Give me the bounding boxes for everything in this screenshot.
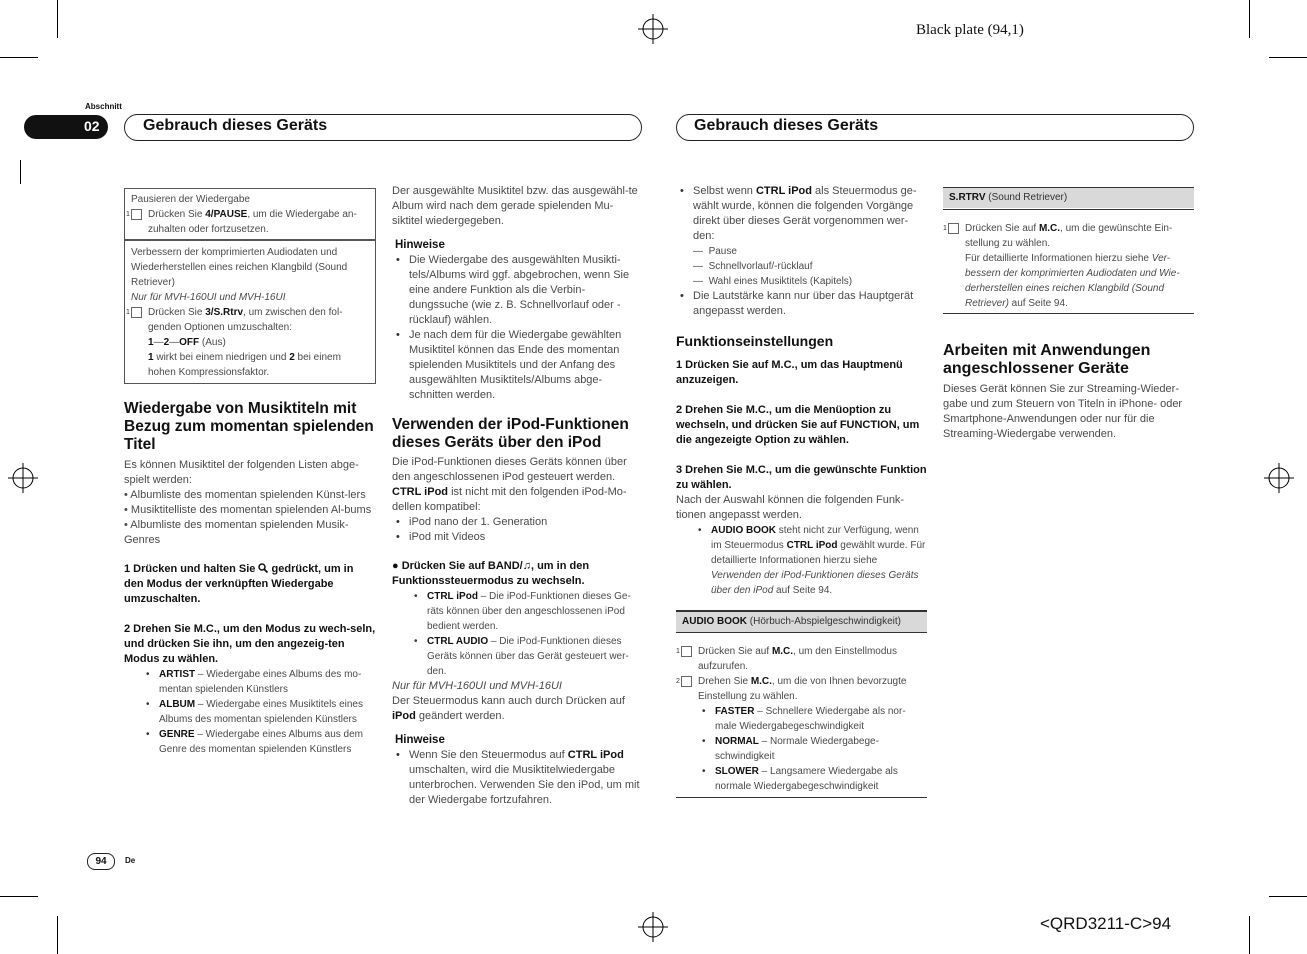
document-code: <QRD3211-C>94 [1040,914,1172,933]
audiobook-step: 1 Drücken Sie auf M.C., um den Einstellmodus aufzurufen. [676,646,897,672]
registration-mark-icon [638,912,668,942]
step-number-icon: 1 [131,209,142,220]
srtrv-step: 1 Drücken Sie auf M.C., um die gewünschte Ein-stellung zu wählen. [943,223,1173,249]
sr-step: 1 Drücken Sie 3/S.Rtrv, um zwischen den fol-genden Optionen umzuschalten: [126,307,343,333]
ipod-model-item: • iPod nano der 1. Generation [409,515,642,530]
crop-mark [57,916,58,954]
rule-audiobook-bottom [676,797,927,798]
srtrv-steps [943,221,1192,311]
ctrl-mode-item: • CTRL AUDIO – Die iPod-Funktionen dieses Geräts können über das Gerät gesteuert wer-den. [427,634,642,679]
search-icon [258,563,268,573]
ipod-model-item: • iPod mit Videos [409,530,642,545]
sr-options: 1—2—OFF (Aus) [148,337,226,348]
ctrl-mode-item: • CTRL iPod – Die iPod-Funktionen dieses Ge-räts können über den angeschlossenen iPod bedient werden. [427,589,642,634]
header-title-right: Gebrauch dieses Geräts [694,117,879,134]
crop-mark [1249,0,1250,38]
hinweise-item: • Je nach dem für die Wiedergabe gewählten Musiktitel können das Ende des momentan spielenden Musiktitels und der Anfang des ausgewählten Musiktitels/Albums abge-schnitten werden. [409,328,642,403]
step-number-icon: 1 [131,307,142,318]
step-number-icon: 1 [681,646,692,657]
fs-step-3: 3 Drehen Sie M.C., um die gewünschte Funktion zu wählen. [676,464,927,491]
hinweise-heading: Hinweise [395,734,445,746]
step-1: 1 Drücken und halten Sie gedrückt, um in den Modus der verknüpften Wiedergabe umzuschalten. [124,563,354,605]
column-2-body [392,184,642,808]
step-number-icon: 1 [948,223,959,234]
direct-ops-item: • Die Lautstärke kann nur über das Hauptgerät angepasst werden. [693,289,928,319]
ctrl-mode-list [410,589,642,679]
speed-item: • FASTER – Schnellere Wiedergabe als nor-male Wiedergabegeschwindigkeit [715,704,925,734]
speed-item: • NORMAL – Normale Wiedergabege-schwindigkeit [715,734,925,764]
srtrv-bar: S.RTRV (Sound Retriever) [943,188,1194,208]
sr-note: Nur für MVH-160UI und MVH-16UI [131,292,286,303]
ipod-model-list [392,515,642,545]
crop-mark [1269,896,1307,897]
hinweise-list [392,253,642,403]
header-title-left: Gebrauch dieses Geräts [143,117,328,134]
direct-ops-list [676,184,928,319]
ipod-paragraph: Die iPod-Funktionen dieses Geräts können über den angeschlossenen iPod gesteuert werden. [392,456,627,483]
speed-list [698,704,925,794]
rule-srtrv-mid [943,209,1194,210]
column-3-body [676,184,928,598]
section-label: Abschnitt [85,102,122,111]
linked-list-item: • Musiktitelliste des momentan spielenden Al-bums [124,504,372,516]
ipod-compat-paragraph: CTRL iPod ist nicht mit den folgenden iPod-Mo-dellen kompatibel: [392,486,627,513]
step-2: 2 Drehen Sie M.C., um den Modus zu wech-seln, und drücken Sie ihn, um den angezeig-ten Modus zu wählen. [124,623,376,665]
registration-mark-icon [8,463,38,493]
crop-mark [1269,57,1307,58]
heading-connected-apps: Arbeiten mit Anwendungen angeschlossener Geräte [943,342,1151,377]
hinweise-list [392,748,642,808]
page-number-badge [87,853,115,870]
audiobook-steps [676,644,925,794]
srtrv-reference: Für detaillierte Informationen hierzu siehe Ver-bessern der komprimierten Audiodaten und Wie-derherstellen eines reichen Klangbild (Sound Retriever) auf Seite 94. [965,253,1180,309]
selected-track-paragraph: Der ausgewählte Musiktitel bzw. das ausgewähl-te Album wird nach dem gerade spielenden Mu-siktitel wiedergegeben. [392,185,638,227]
audiobook-step: 2 Drehen Sie M.C., um die von Ihnen bevorzugte Einstellung zu wählen. [676,676,907,702]
speed-item: • SLOWER – Langsamere Wiedergabe als normale Wiedergabegeschwindigkeit [715,764,925,794]
dash-item: — Wahl eines Musiktitels (Kapitels) [693,276,853,287]
crop-mark [0,896,38,897]
language-label: De [125,856,136,865]
heading-linked-playback: Wiedergabe von Musiktiteln mit Bezug zum momentan spielenden Titel [124,400,374,453]
dash-item: — Schnellvorlauf/-rücklauf [693,261,813,272]
connected-apps-paragraph: Dieses Gerät können Sie zur Streaming-Wieder-gabe und zum Steuern von Titeln in iPhone- oder Smartphone-Anwendungen oder nur für die Streaming-Wiedergabe verwenden. [943,383,1183,440]
crop-mark [57,0,58,38]
heading-ipod-functions: Verwenden der iPod-Funktionen dieses Geräts über den iPod [392,416,629,451]
fs-step-3-text: Nach der Auswahl können die folgenden Funk-tionen angepasst werden. [676,494,905,521]
info-box-sound-retriever-content [126,245,371,380]
info-box-pause-content [126,192,371,237]
linked-intro: Es können Musiktitel der folgenden Listen abge-spielt werden: [124,459,359,486]
linked-list-item: • Albumliste des momentan spielenden Musik-Genres [124,519,349,546]
mode-item: • ALBUM – Wiedergabe eines Musiktitels eines Albums des momentan spielenden Künstlers [159,697,376,727]
mode-list [142,667,376,757]
band-step: ● Drücken Sie auf BAND/♫, um in den Funktionssteuermodus zu wechseln. [392,560,590,587]
rule-audiobook-mid [676,632,927,633]
ipod-button-paragraph: Der Steuermodus kann auch durch Drücken auf iPod geändert werden. [392,695,625,722]
mode-item: • ARTIST – Wiedergabe eines Albums des mo-mentan spielenden Künstlers [159,667,376,697]
hinweise-heading: Hinweise [395,239,445,251]
rule-srtrv-bottom [943,313,1194,314]
fs-step-1: 1 Drücken Sie auf M.C., um das Hauptmenü anzuzeigen. [676,359,903,386]
crop-mark [0,57,38,58]
audiobook-note-list [694,523,928,598]
audiobook-note: • AUDIO BOOK steht nicht zur Verfügung, wenn im Steuermodus CTRL iPod gewählt wurde. Für detaillierte Informationen hierzu siehe Verwenden der iPod-Funktionen dieses Geräts über den iPod auf Seite 94. [711,523,928,598]
page-number: 94 [95,856,107,867]
pause-title: Pausieren der Wiedergabe [131,194,250,205]
model-note: Nur für MVH-160UI und MVH-16UI [392,680,562,692]
heading-function-settings: Funktionseinstellungen [676,333,834,349]
fs-step-2: 2 Drehen Sie M.C., um die Menüoption zu wechseln, und drücken Sie auf FUNCTION, um die angezeigte Option zu wählen. [676,404,920,446]
hinweise-item: • Die Wiedergabe des ausgewählten Musikti-tels/Albums wird ggf. abgebrochen, wenn Sie eine andere Funktion als die Verbin-dungssuche (wie z. B. Schnellvorlauf oder -rücklauf) wählen. [409,253,642,328]
column-1-body [124,400,376,757]
registration-mark-icon [1264,463,1294,493]
sr-title: Verbessern der komprimierten Audiodaten und Wiederherstellen eines reichen Klangbild (Sound Retriever) [131,247,348,288]
audiobook-bar: AUDIO BOOK (Hörbuch-Abspielgeschwindigkeit) [676,612,927,632]
dash-item: — Pause [693,246,737,257]
registration-mark-icon [638,14,668,44]
plate-label: Black plate (94,1) [916,22,1024,38]
direct-ops-item: • Selbst wenn CTRL iPod als Steuermodus ge-wählt wurde, können die folgenden Vorgänge direkt über dieses Gerät vorgenommen wer-den: — Pause — Schnellvorlauf/-rücklauf — Wahl eines Musiktitels (Kapitels) [693,184,928,289]
section-number: 02 [84,118,100,134]
crop-mark [1249,916,1250,954]
linked-list-item: • Albumliste des momentan spielenden Künst-lers [124,489,366,501]
hinweise-item: • Wenn Sie den Steuermodus auf CTRL iPod umschalten, wird die Musiktitelwiedergabe unterbrochen. Verwenden Sie den iPod, um mit der Wiedergabe fortzufahren. [409,748,642,808]
crop-mark [20,160,21,184]
column-4-body [943,342,1195,442]
sr-description: 1 wirkt bei einem niedrigen und 2 bei einem hohen Kompressionsfaktor. [148,352,341,378]
mode-item: • GENRE – Wiedergabe eines Albums aus dem Genre des momentan spielenden Künstlers [159,727,376,757]
step-number-icon: 2 [681,676,692,687]
pause-step: 1 Drücken Sie 4/PAUSE, um die Wiedergabe an-zuhalten oder fortzusetzen. [126,209,357,235]
